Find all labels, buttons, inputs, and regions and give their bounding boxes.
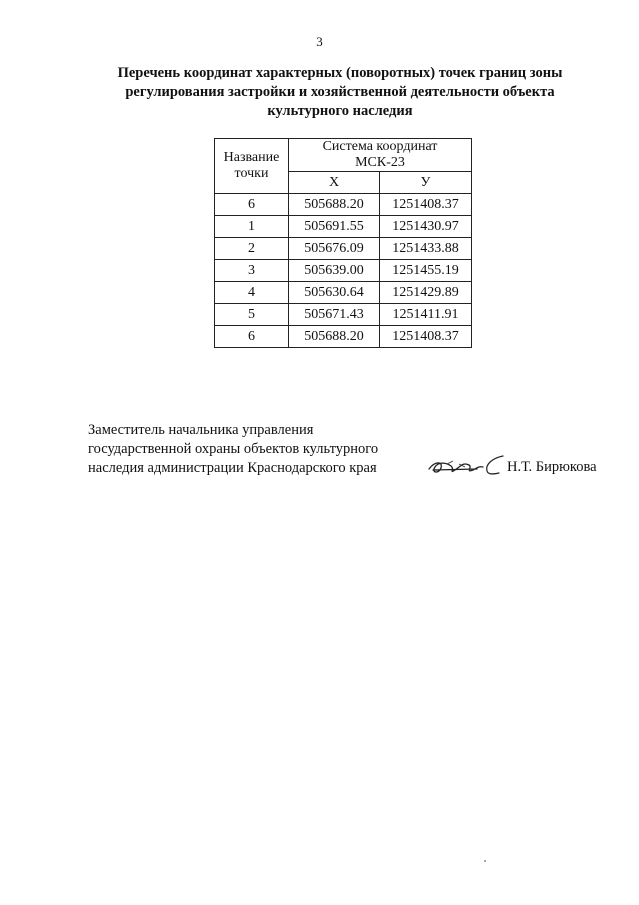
cell-y: 1251411.91 (380, 304, 472, 326)
signer-position-line-1: Заместитель начальника управления (88, 422, 314, 438)
table-row (215, 304, 472, 326)
signer-position-line-3: наследия администрации Краснодарского края (88, 460, 377, 476)
table-row (215, 238, 472, 260)
cell-y: 1251433.88 (380, 238, 472, 260)
header-x: X (289, 172, 380, 194)
scan-dot (484, 860, 486, 862)
signer-position (88, 421, 378, 478)
cell-y: 1251429.89 (380, 282, 472, 304)
table-row (215, 194, 472, 216)
coordinates-table (214, 138, 472, 348)
cell-y: 1251408.37 (380, 194, 472, 216)
cell-point: 6 (215, 194, 289, 216)
cell-x: 505691.55 (289, 216, 380, 238)
header-y: У (380, 172, 472, 194)
table-row (215, 260, 472, 282)
cell-point: 4 (215, 282, 289, 304)
header-coordinate-system-line-2: МСК-23 (355, 155, 405, 170)
header-point-name (215, 139, 289, 194)
signer-name: Н.Т. Бирюкова (507, 459, 597, 475)
table-row (215, 326, 472, 348)
cell-point: 2 (215, 238, 289, 260)
cell-x: 505630.64 (289, 282, 380, 304)
cell-x: 505639.00 (289, 260, 380, 282)
header-point-name-line-2: точки (234, 166, 269, 181)
cell-x: 505676.09 (289, 238, 380, 260)
table-row (215, 282, 472, 304)
signer-position-line-2: государственной охраны объектов культурного (88, 441, 379, 457)
cell-x: 505688.20 (289, 194, 380, 216)
cell-y: 1251455.19 (380, 260, 472, 282)
cell-y: 1251408.37 (380, 326, 472, 348)
table-row (215, 216, 472, 238)
header-point-name-line-1: Название (223, 150, 280, 165)
title-line-1: Перечень координат характерных (поворотных) точек границ зоны (117, 65, 563, 81)
handwritten-signature (425, 452, 505, 480)
cell-point: 6 (215, 326, 289, 348)
header-coordinate-system (289, 139, 472, 172)
cell-y: 1251430.97 (380, 216, 472, 238)
cell-x: 505671.43 (289, 304, 380, 326)
cell-point: 1 (215, 216, 289, 238)
document-title (90, 64, 590, 121)
cell-x: 505688.20 (289, 326, 380, 348)
cell-point: 3 (215, 260, 289, 282)
title-line-2: регулирования застройки и хозяйственной деятельности объекта (125, 84, 555, 100)
table-header-row (215, 139, 472, 172)
header-coordinate-system-line-1: Система координат (322, 139, 438, 154)
title-line-3: культурного наследия (267, 103, 413, 119)
cell-point: 5 (215, 304, 289, 326)
page-number: 3 (316, 34, 323, 49)
